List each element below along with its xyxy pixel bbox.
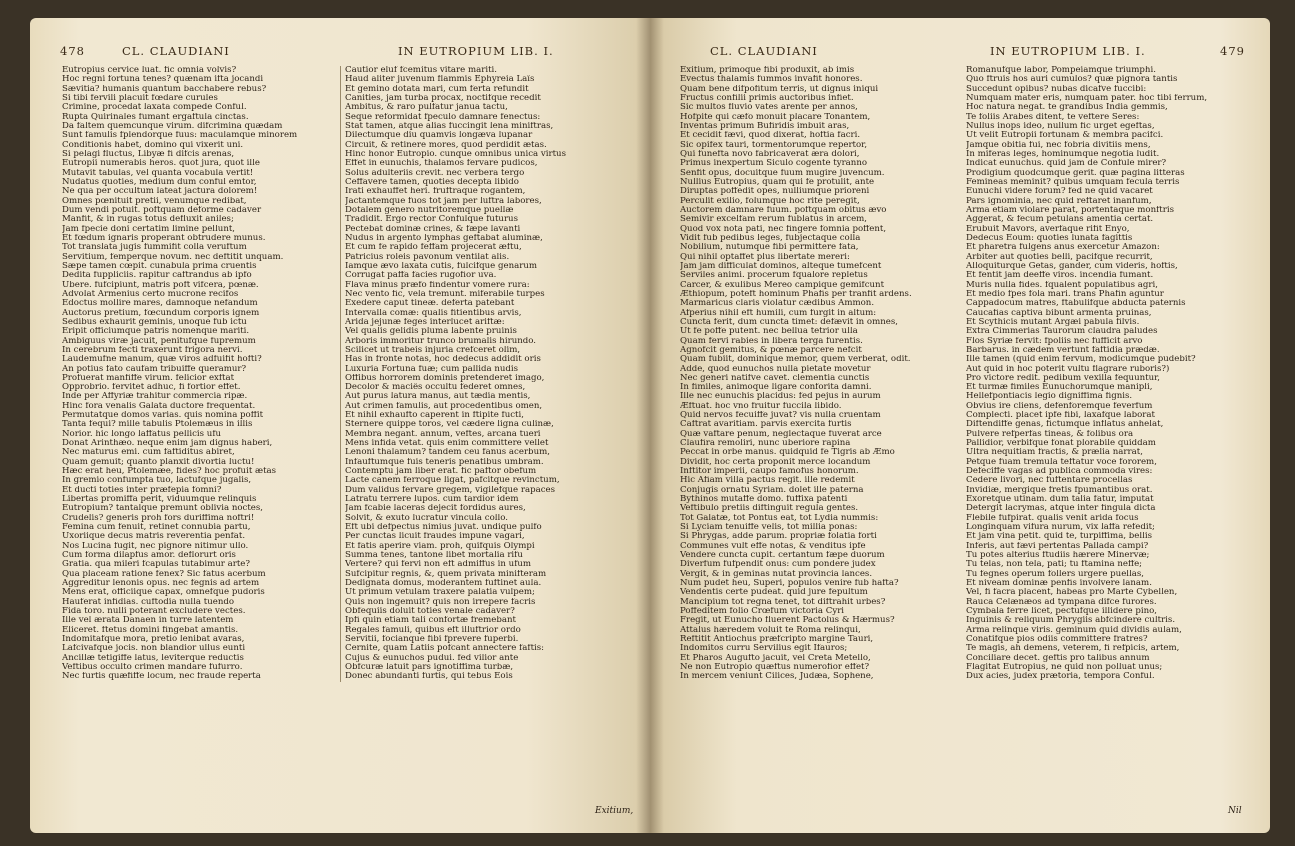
verse-line: Et Pharos Augufto jacuit, vel Creta Metello, [680,653,871,663]
verse-line: Erubuit Mavors, averfaque rifit Enyo, [966,224,1130,234]
verse-line: Nullus inops ideo, nullum fic urget egeftas, [966,121,1155,131]
verse-line: Conditionis habet, domino qui vixerit uni. [62,140,244,150]
right-column-1 [680,66,942,682]
verse-line: Cautior eluf fcemitus vitare mariti. [345,66,498,75]
verse-line: Et jam vina petit. quid te, turpiffima, bellis [966,532,1153,542]
catchword: Exitium, [595,806,634,816]
verse-line: Detergit lacrymas, atque inter fingula dicta [966,504,1156,514]
verse-line: Circuit, & retinere mores, quod perdidit ætas. [345,140,547,150]
right-page-header [650,44,1270,62]
verse-line: Et nihil exhaufto caperent in ftipite fucti, [345,411,524,421]
verse-line: Donat Arinthæo. neque enim jam dignus haberi, [62,439,273,449]
verse-line: Diftendiffe genas, fictumque inflatus anhelat, [966,420,1164,430]
verse-line: Reftitit Antiochus præfcripto margine Tauri, [680,635,874,645]
verse-line: Primus inexpertum Siculo cogente tyranno [680,159,868,169]
verse-line: Nudus in argento lymphas geftabat aluminæ, [345,233,543,243]
verse-line: Tu telas, non tela, pati; tu ftamina neffe; [966,560,1143,570]
verse-line: Tu potes alterius ftudiis hærere Minervæ; [966,551,1150,561]
verse-line: Longinquam vifura nurum, vix laffa refedit; [966,523,1155,533]
verse-line: Et medio fpes fola mari. trans Phafin aguntur [966,289,1164,299]
verse-line: Barbarus. in cædem vertunt faftidia prædæ. [966,345,1160,355]
verse-line: Cymbala ferre licet, pectufque illidere pino, [966,607,1158,617]
verse-line: Sævitia? humanis quantum bacchabere rebus? [62,84,267,94]
verse-line: Ceffavere tamen, quoties decepta libido [345,177,519,187]
verse-line: Quam gemuit; quanto planxit divortia luctu! [62,457,255,467]
verse-line: Prodigium quodcumque gerit. quæ pagina litteras [966,168,1185,178]
verse-line: In cerebrum fecti traxerunt frigora nervi. [62,345,243,355]
verse-line: Regales famuli, quibus eft illuftrior ordo [345,625,521,635]
verse-line: Ultra nequitiam fractis, & prælia narrat, [966,448,1143,458]
verse-line: Ut fe poffe putent. nec bellua tetrior ulla [680,327,858,337]
verse-line: Da faltem quemcunque virum. difcrimina quædam [62,121,283,131]
verse-line: Dedignata domus, moderantem fuftinet aula. [345,579,542,589]
verse-line: Indicat eunuchus. quid jam de Confule mirer? [966,159,1167,169]
verse-line: Hinc fora venalis Galata ductore frequentat. [62,401,256,411]
verse-line: Inferis, aut fævi pertentas Pallada campi? [966,541,1149,551]
verse-line: Sedibus exhaurit geminis, unoque fub ictu [62,317,247,327]
verse-line: Num pudet heu, Superi, populos venire fub hafta? [680,579,899,589]
verse-line: Patricius roleis pavonum ventilat alis. [345,252,510,262]
verse-line: Dilectumque diu quamvis longæva lupanar [345,131,533,141]
verse-line: Petque fuam tremula teftatur voce fororem, [966,457,1157,467]
verse-line: Et cecidit fævi, quod dixerat, hoftia facri. [680,131,861,141]
verse-line: Attalus hæredem voluit te Roma relinqui, [680,625,861,635]
verse-line: An potius fato caufam tribuiffe queramur? [62,364,247,374]
verse-line: Rupta Quirinales fumant ergaftula cinctas. [62,112,249,122]
verse-line: Pallidior, verbifque fonat plorabile quiddam [966,439,1156,449]
verse-line: Et niveam dominæ penfis involvere lanam. [966,579,1152,589]
verse-line: Vergit, & in geminas nutat provincia lances. [680,569,873,579]
verse-line: Quam fervi rabies in libera terga furentis. [680,336,863,346]
verse-line: Jactantemque fuos tot jam per luftra labores, [345,196,542,206]
verse-line: Offibus horrorem dominis pretenderet imago, [345,373,545,383]
verse-line: Profuerat manfiffe virum. felicior exftat [62,373,235,383]
verse-line: Omnes pœnituit pretii, venumque redibat, [62,196,247,206]
verse-line: Serviles animi. procerum fqualore repletus [680,271,868,281]
verse-line: Adde, quod eunuchos nulla pietate movetur [680,364,871,374]
verse-line: Hoc natura negat. te grandibus India gemmis, [966,103,1168,113]
verse-line: Cum forma dilapfus amor. deflorurt oris [62,551,236,561]
verse-line: Dum vendi potuit. poftquam deforme cadaver [62,205,262,215]
verse-line: Et fentit jam deeffe viros. incendia fumant. [966,271,1154,281]
verse-line: Mens erat, officiique capax, omnefque pudoris [62,588,265,598]
verse-line: Arma relinque viris. geminum quid dividis aulam, [966,625,1182,635]
verse-line: Aggreditur lenonis opus. nec fegnis ad artem [62,579,260,589]
verse-line: Te magis, ah demens, veterem, fi refpicis, artem, [966,644,1180,654]
verse-line: Eutropium? tantalque premunt oblivia noctes, [62,504,264,514]
verse-line: Femina cum fenuit, retinet connubia partu, [62,523,251,533]
verse-line: Opprobrio. fervitet adhuc, fi fortior effet. [62,383,241,393]
verse-line: Sic multos fluvio vates arente per annos, [680,103,858,113]
verse-line: Infauftumque fuis teneris penatibus umbram. [345,457,544,467]
verse-line: Eft ubi defpectus nimius juvat. undique pulfo [345,523,542,533]
verse-line: Ipfi quin etiam tali confortæ fremebant [345,616,516,626]
verse-line: Pars ignominia, nec quid reftaret inanfum, [966,196,1152,206]
verse-line: Summa tenes, tantone libet mortalia rifu [345,551,523,561]
verse-line: Fida toro. nulli poterant excludere vectes. [62,607,246,617]
verse-line: Lacte canem ferroque ligat, pafcitque revinctum, [345,476,560,486]
running-author: CL. CLAUDIANI [122,44,230,58]
verse-line: Nos Lucina fugit, nec pignore nitimur ullo. [62,541,249,551]
verse-line: Hic Afiam villa pactus regit. ille redemit [680,476,855,486]
verse-line: Servitium, femperque novum. nec deftitit unquam. [62,252,284,262]
verse-line: Norior. hic longo laffatus pellicis ufu [62,429,222,439]
verse-line: Caftrat avaritiam. parvis exercita furtis [680,420,852,430]
verse-line: Quam bene difpofitum terris, ut dignus iniqui [680,84,879,94]
verse-line: Inde per Affyriæ trahitur commercia ripæ. [62,392,248,402]
verse-line: Solus adulteriis crevit. nec verbera tergo [345,168,525,178]
verse-line: Romanufque labor, Pompeiamque triumphi. [966,66,1156,75]
verse-line: Pro victore redit. pedibum vexilla fequuntur, [966,373,1161,383]
verse-line: Auctorus pretium, fœcundum corporis ignem [62,308,260,318]
verse-line: Hofpite qui cæfo monuit placare Tonantem, [680,112,871,122]
verse-line: Ut velit Eutropii fortunam & membra pacifci. [966,131,1164,141]
verse-line: Qua placeam ratione fenex? Sic fatus acerbum [62,569,266,579]
verse-line: Cernite, quam Latiis pofcant annectere faftis: [345,644,545,654]
verse-line: Jam fcabie laceras dejecit fordidus aures, [345,504,526,514]
verse-line: Eutropii numerabis heros. quot jura, quot ille [62,159,260,169]
verse-line: Crimine, procedat laxata compede Conful. [62,103,247,113]
verse-line: Haud aliter juvenum flammis Ephyreia Laïs [345,75,535,85]
verse-line: Æftuat. hoc vno fruitur fuccila libido. [680,401,842,411]
verse-line: Caucafias captiva bibunt armenta pruinas, [966,308,1152,318]
verse-line: Arma etiam violare parat, portentaque monftris [966,205,1175,215]
verse-line: Tot Galatæ, tot Pontus eat, tot Lydia nummis: [680,513,879,523]
verse-line: Has in fronte notas, hoc dedecus addidit oris [345,355,541,365]
verse-line: Et cum fe rapido feffam projecerat æftu, [345,243,522,253]
verse-line: Nobilium, nutumque fibi permittere fata, [680,243,859,253]
running-title: IN EUTROPIUM LIB. I. [398,44,554,58]
verse-line: Diverfum fufpendit onus: cum pondere judex [680,560,876,570]
verse-line: Indomitos curru Servilius egit Ifauros; [680,644,848,654]
verse-line: Evectus thalamis fummos invafit honores. [680,75,863,85]
verse-line: Inguinis & reliquum Phrygiis abfcindere cultris. [966,616,1176,626]
verse-line: Ambitus, & raro pulfatur janua tactu, [345,103,508,113]
verse-line: Cedere livori, nec fuftentare procellas [966,476,1133,486]
verse-line: Si Lyciam tenuiffe velis, tot millia ponas: [680,523,858,533]
verse-line: Flebile fufpirat. qualis venit arida focus [966,513,1139,523]
verse-line: Arida jejunæ feges interlucet ariftæ: [345,317,505,327]
verse-line: Succedunt opibus? nubas dicafve fuccibi: [966,84,1147,94]
verse-line: Nec furtis quæfiffe locum, nec fraude reperta [62,672,261,682]
verse-line: Laudemufne manum, quæ viros adfuifit hofti? [62,355,262,365]
left-page-header [30,44,650,62]
verse-line: Quis non ingemuit? quis non irrepere facris [345,597,536,607]
verse-line: In gremio confumpta tuo, lactufque jugalis, [62,476,252,486]
verse-line: Dividit, hoc certa proponit merce locandum [680,457,871,467]
verse-line: Communes vult effe notas, & venditus ipfe [680,541,866,551]
verse-line: Vel, fi facra placent, habeas pro Marte Cybellen, [966,588,1178,598]
verse-line: Auctorem damnare fuum. poftquam obitus ævo [680,205,887,215]
verse-line: Veftibulo pretiis diftinguit regula gentes. [680,504,859,514]
verse-line: Flagitat Eutropius, ne quid non polluat unus; [966,663,1163,672]
verse-line: Vel qualis gelidis pluma labente pruinis [345,327,517,337]
verse-line: Dum validus fervare gregem, vigilefque rapaces [345,485,556,495]
verse-line: Sufcipitur regnis, &, quem privata minifteram [345,569,547,579]
verse-line: Bythinos mutaffe domo. fuffixa patenti [680,495,848,505]
verse-line: Si tibi fervili placuit fœdare curules [62,93,218,103]
verse-line: Quam fubiit, dominique memor, quem verberat, odit. [680,355,911,365]
verse-line: Vertere? qui fervi non eft admiffus in ufum [345,560,532,570]
verse-line: Eliceret. ftetus domini fingebat amantis. [62,625,239,635]
running-title: IN EUTROPIUM LIB. I. [990,44,1146,58]
verse-line: Hoc regni fortuna tenes? quænam ifta jocandi [62,75,264,85]
verse-line: Si Phrygas, adde parum. propriæ folatia forti [680,532,877,542]
verse-line: Nec vento fic, vela tremunt. miferabile turpes [345,289,545,299]
verse-line: Nullius Eutropius, quam qui fe protulit, ante [680,177,875,187]
verse-line: Nec generi natifve cavet. clementia cunctis [680,373,870,383]
verse-line: Eunuchi videre forum? fed ne quid vacaret [966,187,1153,197]
verse-line: Vidit fub pedibus leges, fubjectaque colla [680,233,861,243]
page-number: 478 [60,44,85,58]
verse-line: Dotalem genero nutritoremque puellæ [345,205,514,215]
verse-line: Gratia. qua mileri fcapulas tutabimur arte? [62,560,250,570]
verse-line: Crudelis? generis proh fors duriffima noftri! [62,513,255,523]
verse-line: Manfit, & in rugas totus defluxit aniles; [62,215,234,225]
verse-line: Æthiopum, poteft hominum Phafis per tranfit ardens. [680,289,912,299]
verse-line: Ille nec eunuchis placidus: fed pejus in aurum [680,392,881,402]
verse-line: Latratu terrere lupos. cum tardior idem [345,495,519,505]
verse-line: Ut primum vetulam traxere palatia vulpem; [345,588,535,598]
verse-line: Dedecus Eoum: quoties lunata fagittis [966,233,1133,243]
verse-line: Jam fpecie doni certatim limine pellunt, [62,224,236,234]
verse-line: Nec maturus emi. cum faftiditus abiret, [62,448,235,458]
verse-line: Scilicet ut trabeis injuria crefceret olim, [345,345,521,355]
verse-line: Hauferat infidias. cuftodia nulla tuendo [62,597,235,607]
verse-line: Ille vel ærata Danaen in turre latentem [62,616,234,626]
verse-line: Aut purus latura manus, aut tædia mentis, [345,392,531,402]
verse-line: Femineas meminit? quibus umquam fecula terris [966,177,1180,187]
verse-line: Edoctus mollire mares, damnoque nefandum [62,299,258,309]
verse-line: Mutavit tabulas, vel quanta vocabula vertit! [62,168,254,178]
verse-line: Muris nulla fides. fqualent populatibus agri, [966,280,1159,290]
verse-line: Corrugat paffa facies rugofior uva. [345,271,497,281]
verse-line: Conciliare decet. geftis pro talibus annum [966,653,1150,663]
verse-line: Qui funefta novo fabricaverat æra dolori, [680,149,860,159]
verse-line: Vendentis certe pudeat. quid jure fepultum [680,588,868,598]
verse-line: Te foliis Arabes ditent, te veftere Seres: [966,112,1140,122]
book-gutter [636,18,664,833]
verse-line: Flava minus præfo findentur vomere rura: [345,280,530,290]
verse-line: Pulvere refperfas tineas, & folibus ora [966,429,1134,439]
verse-line: Aut quid in hoc poterit vultu flagrare ruboris?) [966,364,1170,374]
verse-line: Defeciffe vagas ad publica commoda vires: [966,467,1153,477]
verse-line: Luxuria Fortuna fuæ; cum pallida nudis [345,364,519,374]
verse-line: Et fatis aperire viam. proh, quifquis Olympi [345,541,535,551]
verse-line: Stat tamen, atque alias fuccingit lena miniftras, [345,121,554,131]
verse-line: Iamque ævo laxata cutis, fulcifque genarum [345,261,538,271]
verse-line: Quod vox nota pati, nec fingere fomnia poffent, [680,224,887,234]
left-page [30,18,650,833]
verse-line: Et turmæ fimiles Eunuchorumque manipli, [966,383,1153,393]
verse-line: Et fœdum ignaris properant obtrudere munus. [62,233,266,243]
verse-line: Jamque obitia fui, nec fobria divitiis mens, [966,140,1151,150]
verse-line: Cuncta ferit, dum cuncta timet: defævit in omnes, [680,317,898,327]
open-book [30,18,1270,833]
verse-line: Advolat Armenius certo mucrone recifos [62,289,239,299]
verse-line: Inftitor imperii, caupo famofus honorum. [680,467,859,477]
verse-line: Fructus confilii primis auctoribus infiet. [680,93,854,103]
verse-line: Senfit opus, docuitque fuum mugire juvencum. [680,168,885,178]
verse-line: Poffeditem folio Crœfum victoria Cyri [680,607,845,617]
verse-line: Afperius nihil eft humili, cum furgit in altum: [680,308,877,318]
verse-line: Solvit, & exuto lucratur vincula collo. [345,513,509,523]
verse-line: Tu fegnes operum follers urgere puellas, [966,569,1145,579]
verse-line: Flos Syriæ fervit: fpoliis nec fufficit arvo [966,336,1143,346]
verse-line: Indomitafque mora, pretio lenibat avaras, [62,635,245,645]
verse-line: Exoretque utinam. dum talia fatur, imputat [966,495,1154,505]
verse-line: Dedita fuppliciis. rapitur caftrandus ab ipfo [62,271,252,281]
verse-line: Lenoni thalamum? tandem ceu fanus acerbum, [345,448,550,458]
verse-line: Qui nihil optaffet plus libertate mereri: [680,252,850,262]
verse-line: Arbiter aut quoties belli, pacifque recurrit, [966,252,1153,262]
verse-line: Pectebat dominæ crines, & fæpe lavanti [345,224,521,234]
verse-line: Libertas promiffa perit, viduumque relinquis [62,495,257,505]
verse-line: Nudatus quoties, medium dum conful emtor, [62,177,257,187]
right-column-2 [966,66,1228,682]
verse-line: Canities, jam turba procax, noctifque recedit [345,93,541,103]
verse-line: Alloquiturque Getas, gander, cum videris, hoftis, [966,261,1178,271]
verse-line: Et gemino dotata mari, cum ferta refundit [345,84,529,94]
verse-line: Agnofcit gemitus, & pœnæ parcere nefcit [680,345,862,355]
verse-line: Rauca Celænæos ad tympana difce furores. [966,597,1157,607]
verse-line: Obfequiis doluit toties venale cadaver? [345,607,515,617]
verse-line: Hellefpontiacis legio digniffima fignis. [966,392,1133,402]
verse-line: Vendere cuncta cupit. certantum fæpe duorum [680,551,885,561]
verse-line: Perculit exilio, folumque hoc rite peregit, [680,196,860,206]
verse-line: In miferas leges, hominumque negotia ludit. [966,149,1160,159]
verse-line: Hinc honor Eutropio. cunque omnibus unica virtus [345,149,566,159]
verse-line: Effet in eunuchis, thalamos fervare pudicos, [345,159,538,169]
verse-line: Si pelagi fluctus, Libyæ fi difcis arenas, [62,149,235,159]
verse-line: Tanta fequi? mille tabulis Ptolemæus in illis [62,420,253,430]
verse-line: Sæpe tamen cœpit. cunabula prima cruentis [62,261,257,271]
verse-line: Tot translata jugis fummifit colla veruftum [62,243,247,253]
verse-line: Servitii, focianque fibi fprevere fuperbi. [345,635,519,645]
verse-line: Uxoriique decus matris reverentia penfat. [62,532,246,542]
verse-line: Lafcivafque jocis. non blandior ullus eunti [62,644,246,654]
verse-line: Exitium, primoque fibi produxit, ab imis [680,66,855,75]
verse-line: Mens infida vetat. quis enim committere vellet [345,439,549,449]
verse-line: Sternere quippe toros, vel cædere ligna culinæ, [345,420,554,430]
verse-line: Contemptu jam liber erat. fic paftor obefum [345,467,537,477]
verse-line: Jam jam difficulat dominos, alteque tumefcent [680,261,882,271]
verse-line: Quid nervos fecuiffe juvat? vis nulla cruentam [680,411,881,421]
verse-line: Mancipium tot regna tenet, tot diftrahit urbes? [680,597,886,607]
verse-line: Conjugis ornatu Syriam. dolet ille paterna [680,485,864,495]
verse-line: Sic opifex tauri, tormentorumque repertor, [680,140,868,150]
verse-line: Veftibus occulto crimen mandare fufurro. [62,663,243,672]
verse-line: Aggerat, & fecum petulans amentia certat. [966,215,1154,225]
verse-line: Cujus & eunuchos pudui. fed vilior ante [345,653,519,663]
verse-line: Ancillæ tetigiffe latus, leviterque reductis [62,653,244,663]
verse-line: Fregit, ut Eunucho fluerent Pactolus & Hærmus? [680,616,895,626]
verse-line: Et ducti toties inter præfepia fomni? [62,485,222,495]
verse-line: Eripit officiumque patris nomenque mariti. [62,327,250,337]
verse-line: Seque reformidat fpeculo damnare fenectus: [345,112,541,122]
verse-line: Tradidit. Ergo rector Confulque futurus [345,215,518,225]
verse-line: Obfcuræ latuit pars ignotiffima turbæ, [345,663,514,672]
verse-line: Arboris immoritur trunco brumalis hirundo. [345,336,537,346]
verse-line: Per cunctas licuit fraudes impune vagari, [345,532,525,542]
verse-line: Dux acies, judex prætoria, tempora Conful. [966,672,1155,682]
verse-line: Numquam mater eris, numquam pater. hoc tibi ferrum, [966,93,1208,103]
verse-line: Obvius ire cliens, defenforemque feverfum [966,401,1153,411]
verse-line: Donec abundanti furtis, qui tebus Eois [345,672,513,682]
verse-line: Claufira remoliri, nunc uberiore rapina [680,439,851,449]
verse-line: Quo ftruis hos auri cumulos? quæ pignora tantis [966,75,1178,85]
verse-line: Peccat in orbe manus. quidquid fe Tigris ab Æmo [680,448,895,458]
verse-line: Semivir excelfam rerum fublatus in arcem, [680,215,868,225]
verse-line: Decolor & maciës occultu federet omnes, [345,383,526,393]
verse-line: Ille tamen (quid enim fervum, modicumque pudebit? [966,355,1196,365]
verse-line: Membra negant. annum, veftes, arcana tueri [345,429,541,439]
verse-line: In mercem veniunt Cilices, Judæa, Sophene, [680,672,874,682]
left-column-1 [62,66,324,682]
verse-line: Conatifque pios odiis committere fratres? [966,635,1148,645]
verse-line: Aut crimen famulis, aut procedentibus omen, [345,401,543,411]
left-column-2 [340,66,607,682]
verse-line: Ne qua per occultum lateat jactura dolorem! [62,187,258,197]
verse-line: Ubere. fufcipiunt, matris poft vifcera, pœnæ. [62,280,259,290]
verse-line: Quæ vaftare penum, neglectaque fuverat arce [680,429,882,439]
verse-line: Inventas primum Bufiridis imbuit aras, [680,121,850,131]
verse-line: Et Scythicis mutant Argæi pabula filvis. [966,317,1140,327]
verse-line: Irati exhauffet heri. fruftraque rogantem, [345,187,526,197]
verse-line: Exedere caput tineæ. deferta patebant [345,299,515,309]
verse-line: Cappadocum matres, ftabulifque abducta paternis [966,299,1186,309]
verse-line: Ambiguus viræ jacuit, penitufque fupremum [62,336,256,346]
running-author: CL. CLAUDIANI [710,44,818,58]
page-number: 479 [1220,44,1245,58]
verse-line: Carcer, & exulibus Mereo campique gemifcunt [680,280,885,290]
verse-line: Hæc erat heu, Ptolemæe, fides? hoc profuit ætas [62,467,277,477]
verse-line: Sunt famulis fplendorque fuus: maculamque minorem [62,131,298,141]
verse-line: Et pharetra fulgens anus exercetur Amazon: [966,243,1160,253]
verse-line: In fimiles, animoque ligare conforita damni. [680,383,872,393]
verse-line: Extra Cimmerias Taurorum claudra paludes [966,327,1158,337]
verse-line: Eutropius cervice luat. fic omnia volvis? [62,66,237,75]
verse-line: Intervalla comæ: qualis fitientibus arvis, [345,308,522,318]
verse-line: Complecti. placet ipfe fibi, laxafque laborat [966,411,1155,421]
right-page [650,18,1270,833]
verse-line: Permutatque domos varias. quis nomina poffit [62,411,264,421]
verse-line: Invidiæ, mergique fretis fpumantibus orat. [966,485,1153,495]
catchword: Nil [1228,806,1242,816]
verse-line: Diruptas poffedit opes, nulliumque prioreni [680,187,870,197]
verse-line: Marmaricus claris violatur cædibus Ammon. [680,299,875,309]
verse-line: Ne non Eutropio quæftus numerofior effet? [680,663,870,672]
